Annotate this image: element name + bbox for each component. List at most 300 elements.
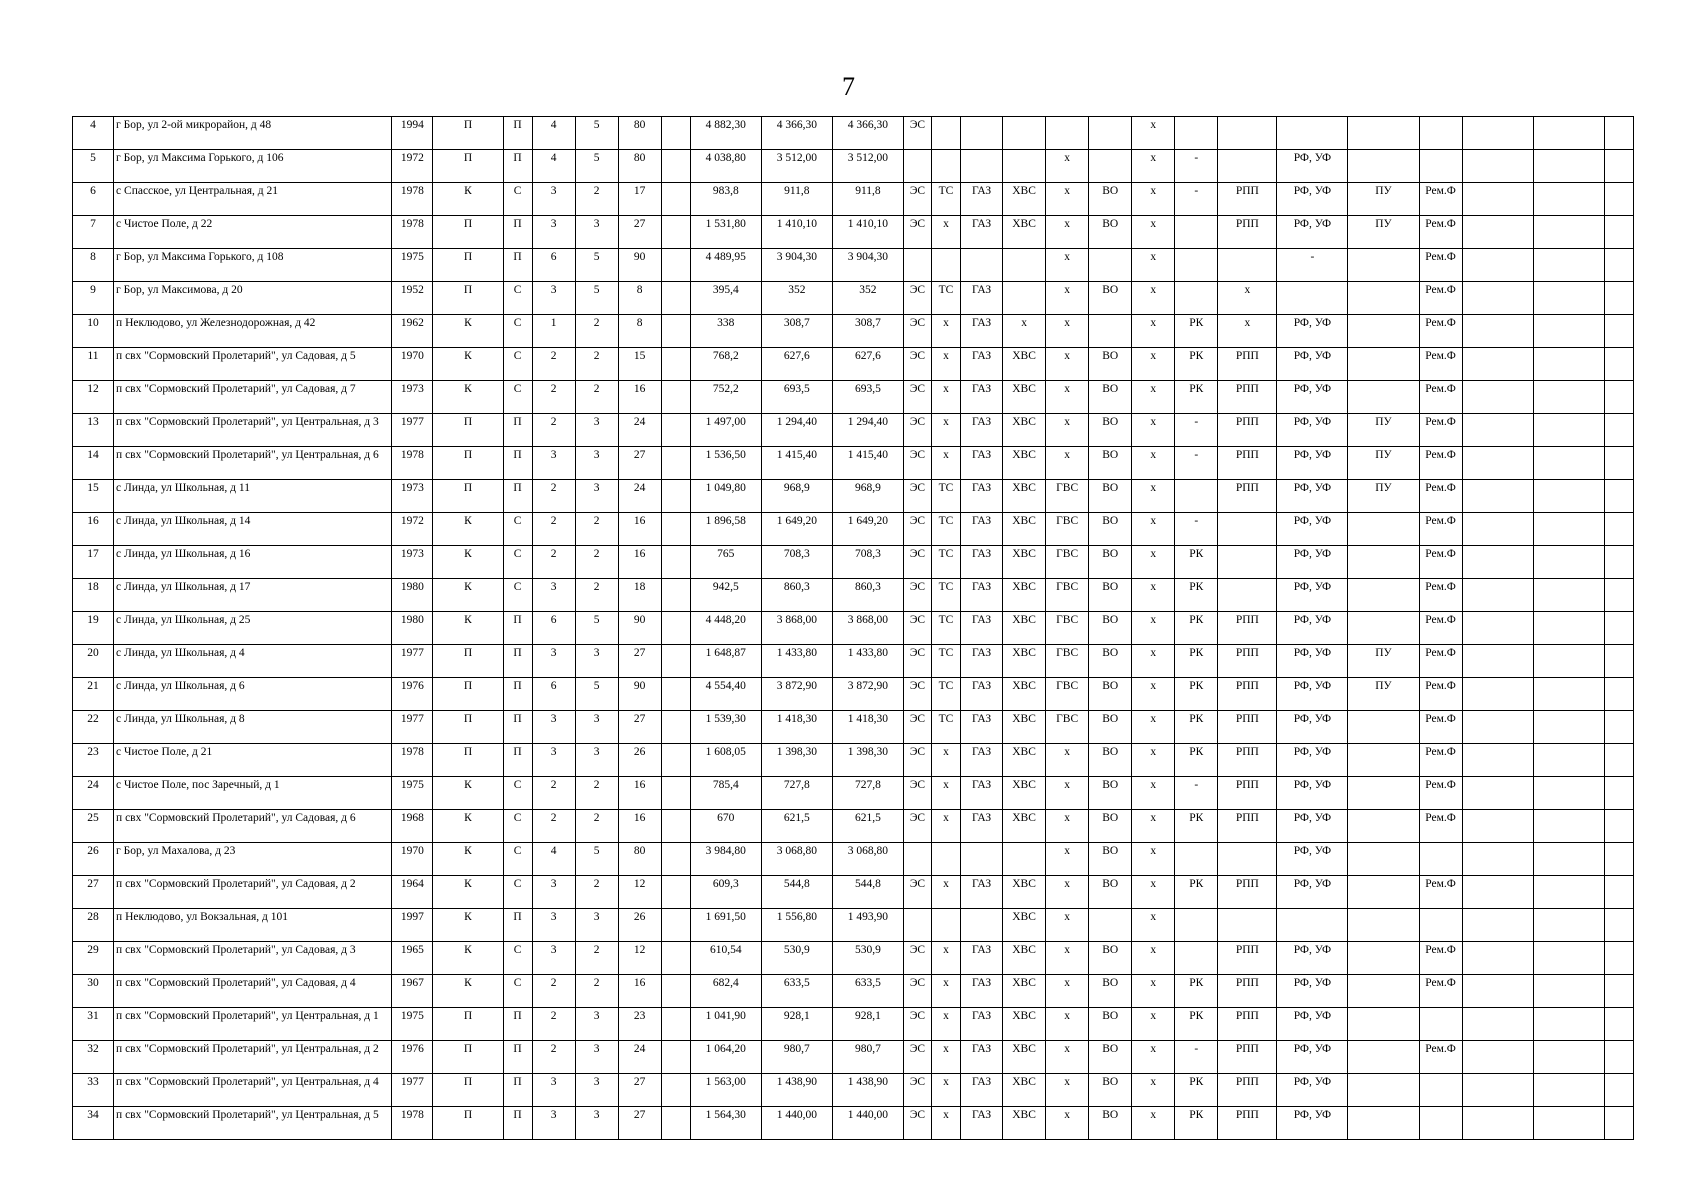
table-cell: х [1132, 216, 1175, 249]
table-cell [661, 975, 690, 1008]
address-cell: п свх "Сормовский Пролетарий", ул Садовая, д 7 [114, 381, 392, 414]
table-cell: 2 [575, 546, 618, 579]
table-cell: 3 904,30 [761, 249, 832, 282]
table-cell: х [1046, 744, 1089, 777]
table-cell: П [433, 414, 503, 447]
table-cell: х [1046, 1074, 1089, 1107]
table-cell: 1964 [392, 876, 433, 909]
table-cell: - [1175, 447, 1218, 480]
table-cell [1604, 942, 1633, 975]
table-cell: ЭС [903, 876, 931, 909]
table-cell: 1975 [392, 777, 433, 810]
table-cell: ХВС [1003, 678, 1046, 711]
table-cell [1604, 876, 1633, 909]
table-cell: 1 438,90 [761, 1074, 832, 1107]
table-cell [1604, 612, 1633, 645]
table-cell: х [931, 216, 960, 249]
table-cell: 3 [575, 480, 618, 513]
table-cell: х [931, 414, 960, 447]
table-cell: РПП [1218, 447, 1277, 480]
table-cell: П [503, 678, 532, 711]
table-cell: 27 [618, 645, 661, 678]
table-cell [1604, 744, 1633, 777]
table-cell: 1 433,80 [832, 645, 903, 678]
table-cell: П [503, 1041, 532, 1074]
table-cell [1533, 216, 1604, 249]
table-cell: К [433, 546, 503, 579]
table-cell: 1980 [392, 579, 433, 612]
table-cell [1604, 183, 1633, 216]
table-cell: С [503, 777, 532, 810]
table-cell: РК [1175, 810, 1218, 843]
table-cell [1348, 975, 1419, 1008]
table-cell: РФ, УФ [1277, 678, 1348, 711]
table-row [73, 249, 1634, 282]
table-cell: 1 649,20 [761, 513, 832, 546]
table-cell: 3 [532, 711, 575, 744]
table-cell: ЭС [903, 1107, 931, 1140]
table-cell [661, 645, 690, 678]
table-cell: РФ, УФ [1277, 447, 1348, 480]
table-cell: РПП [1218, 810, 1277, 843]
address-cell: г Бор, ул 2-ой микрорайон, д 48 [114, 117, 392, 150]
table-cell [1462, 249, 1533, 282]
table-cell: ЭС [903, 942, 931, 975]
table-row [73, 216, 1634, 249]
table-cell: х [1218, 282, 1277, 315]
table-cell: 2 [532, 975, 575, 1008]
table-cell: 627,6 [832, 348, 903, 381]
table-cell: 1973 [392, 480, 433, 513]
table-cell: 352 [832, 282, 903, 315]
address-cell: с Спасское, ул Центральная, д 21 [114, 183, 392, 216]
table-cell: 1 294,40 [761, 414, 832, 447]
address-cell: с Линда, ул Школьная, д 14 [114, 513, 392, 546]
table-cell [661, 183, 690, 216]
table-cell: ВО [1089, 777, 1132, 810]
table-cell: 5 [575, 117, 618, 150]
table-cell [661, 414, 690, 447]
table-cell: х [1132, 876, 1175, 909]
table-cell: РФ, УФ [1277, 579, 1348, 612]
table-cell: ЭС [903, 711, 931, 744]
table-cell: 1 410,10 [832, 216, 903, 249]
table-cell [931, 249, 960, 282]
table-cell [1533, 678, 1604, 711]
table-cell [1277, 117, 1348, 150]
table-cell: ЭС [903, 810, 931, 843]
table-cell: х [1132, 249, 1175, 282]
table-row [73, 447, 1634, 480]
table-cell: х [931, 447, 960, 480]
table-cell [1462, 513, 1533, 546]
table-cell: 3 [532, 876, 575, 909]
table-cell [1348, 909, 1419, 942]
table-cell: 80 [618, 150, 661, 183]
table-cell [661, 1074, 690, 1107]
table-cell [1462, 909, 1533, 942]
table-cell: ВО [1089, 843, 1132, 876]
table-cell [1175, 117, 1218, 150]
table-cell [1462, 117, 1533, 150]
table-cell: 27 [618, 216, 661, 249]
table-cell: 31 [73, 1008, 114, 1041]
table-cell: 1970 [392, 843, 433, 876]
table-cell: х [1046, 414, 1089, 447]
table-cell: х [1132, 480, 1175, 513]
table-cell: х [1132, 777, 1175, 810]
table-cell: 27 [618, 711, 661, 744]
table-cell: ВО [1089, 711, 1132, 744]
table-cell: х [1132, 414, 1175, 447]
table-row [73, 942, 1634, 975]
table-cell: 621,5 [832, 810, 903, 843]
table-cell: К [433, 810, 503, 843]
table-cell: 1977 [392, 1074, 433, 1107]
table-cell: ХВС [1003, 810, 1046, 843]
table-cell [1089, 249, 1132, 282]
table-cell: 980,7 [832, 1041, 903, 1074]
table-cell: 3 512,00 [761, 150, 832, 183]
table-cell: РПП [1218, 183, 1277, 216]
table-cell: 2 [532, 348, 575, 381]
table-cell: 2 [532, 381, 575, 414]
table-cell [1533, 150, 1604, 183]
table-cell: ХВС [1003, 1107, 1046, 1140]
table-row [73, 678, 1634, 711]
table-cell: х [1046, 381, 1089, 414]
table-cell: х [1132, 348, 1175, 381]
table-cell: 80 [618, 117, 661, 150]
table-cell: 17 [73, 546, 114, 579]
table-cell: ХВС [1003, 183, 1046, 216]
table-cell: х [931, 315, 960, 348]
table-cell: К [433, 876, 503, 909]
table-cell: х [1132, 645, 1175, 678]
table-cell [1533, 414, 1604, 447]
table-cell: 16 [618, 975, 661, 1008]
table-cell: ХВС [1003, 645, 1046, 678]
table-cell [1348, 843, 1419, 876]
table-cell: 1 [532, 315, 575, 348]
table-cell: П [503, 249, 532, 282]
table-cell [661, 348, 690, 381]
address-cell: с Чистое Поле, пос Заречный, д 1 [114, 777, 392, 810]
table-cell [1175, 909, 1218, 942]
table-cell: х [1046, 282, 1089, 315]
table-cell [1003, 117, 1046, 150]
table-cell: 1994 [392, 117, 433, 150]
table-cell [1533, 1074, 1604, 1107]
table-cell: ЭС [903, 348, 931, 381]
table-cell: 3 [575, 645, 618, 678]
table-cell: П [503, 216, 532, 249]
table-cell: 544,8 [761, 876, 832, 909]
table-cell: 1 531,80 [690, 216, 761, 249]
table-cell: 3 [532, 1074, 575, 1107]
table-cell: ВО [1089, 612, 1132, 645]
table-row [73, 909, 1634, 942]
table-cell: РФ, УФ [1277, 810, 1348, 843]
table-cell: 16 [618, 777, 661, 810]
address-cell: п Неклюдово, ул Вокзальная, д 101 [114, 909, 392, 942]
table-cell: ГАЗ [961, 1041, 1003, 1074]
table-cell [661, 513, 690, 546]
table-cell: 1 648,87 [690, 645, 761, 678]
table-cell [661, 678, 690, 711]
table-cell: 3 [575, 1107, 618, 1140]
table-cell: П [503, 480, 532, 513]
table-cell: 4 [532, 843, 575, 876]
table-cell [1348, 546, 1419, 579]
table-cell [1089, 315, 1132, 348]
table-cell: - [1175, 1041, 1218, 1074]
table-cell: П [433, 282, 503, 315]
table-cell: 3 904,30 [832, 249, 903, 282]
table-cell [1604, 810, 1633, 843]
table-cell [1533, 117, 1604, 150]
table-cell: РПП [1218, 1074, 1277, 1107]
table-cell: 12 [73, 381, 114, 414]
table-cell: х [1132, 183, 1175, 216]
table-cell: 983,8 [690, 183, 761, 216]
table-cell: ХВС [1003, 414, 1046, 447]
table-cell: 2 [575, 315, 618, 348]
table-cell: х [1132, 381, 1175, 414]
table-cell: ХВС [1003, 876, 1046, 909]
table-cell: ТС [931, 645, 960, 678]
address-cell: с Чистое Поле, д 22 [114, 216, 392, 249]
table-cell [1218, 546, 1277, 579]
table-cell: ХВС [1003, 942, 1046, 975]
table-cell [961, 117, 1003, 150]
table-cell: 2 [575, 513, 618, 546]
table-cell: 1973 [392, 381, 433, 414]
table-cell: 1 433,80 [761, 645, 832, 678]
table-cell [1462, 876, 1533, 909]
table-cell: Рем.Ф [1419, 513, 1462, 546]
table-cell: 1962 [392, 315, 433, 348]
table-cell: 3 [575, 744, 618, 777]
table-cell: ВО [1089, 381, 1132, 414]
table-cell [1604, 579, 1633, 612]
address-cell: п свх "Сормовский Пролетарий", ул Центральная, д 5 [114, 1107, 392, 1140]
table-cell: ЭС [903, 216, 931, 249]
table-cell: ГАЗ [961, 810, 1003, 843]
table-cell: К [433, 579, 503, 612]
address-cell: п свх "Сормовский Пролетарий", ул Центральная, д 2 [114, 1041, 392, 1074]
table-cell: РПП [1218, 414, 1277, 447]
table-cell: П [503, 909, 532, 942]
table-cell: х [1046, 810, 1089, 843]
table-cell [1604, 1107, 1633, 1140]
table-cell: Рем.Ф [1419, 282, 1462, 315]
table-cell: ГВС [1046, 480, 1089, 513]
table-cell: х [1046, 1107, 1089, 1140]
table-cell: ПУ [1348, 447, 1419, 480]
table-cell [1003, 150, 1046, 183]
table-cell [661, 249, 690, 282]
table-cell: 1 410,10 [761, 216, 832, 249]
table-cell: П [503, 447, 532, 480]
table-cell: РФ, УФ [1277, 414, 1348, 447]
table-cell: х [1132, 744, 1175, 777]
table-row [73, 315, 1634, 348]
table-cell: ВО [1089, 975, 1132, 1008]
table-cell [1175, 480, 1218, 513]
table-cell: 29 [73, 942, 114, 975]
table-cell: РФ, УФ [1277, 348, 1348, 381]
table-cell [1533, 810, 1604, 843]
table-cell: 8 [618, 282, 661, 315]
housing-registry-table [72, 116, 1634, 1140]
table-cell: 5 [575, 843, 618, 876]
table-cell [1462, 282, 1533, 315]
table-cell: ВО [1089, 480, 1132, 513]
table-cell: 708,3 [761, 546, 832, 579]
table-cell: х [931, 348, 960, 381]
table-cell: РФ, УФ [1277, 1041, 1348, 1074]
table-cell: 11 [73, 348, 114, 381]
table-row [73, 744, 1634, 777]
table-cell [661, 150, 690, 183]
table-cell: К [433, 777, 503, 810]
table-cell [1533, 282, 1604, 315]
table-cell [1175, 942, 1218, 975]
table-cell: ВО [1089, 183, 1132, 216]
table-cell [1533, 711, 1604, 744]
table-cell [661, 282, 690, 315]
table-cell: П [503, 744, 532, 777]
address-cell: с Линда, ул Школьная, д 8 [114, 711, 392, 744]
table-cell: 80 [618, 843, 661, 876]
table-cell: 26 [618, 744, 661, 777]
table-cell [1604, 678, 1633, 711]
table-cell: 2 [532, 480, 575, 513]
table-cell [1462, 612, 1533, 645]
table-cell [1533, 579, 1604, 612]
table-cell [1604, 315, 1633, 348]
table-cell [1348, 513, 1419, 546]
table-cell: ВО [1089, 447, 1132, 480]
table-cell [1277, 909, 1348, 942]
table-cell: ВО [1089, 645, 1132, 678]
table-cell: 682,4 [690, 975, 761, 1008]
table-cell [1533, 315, 1604, 348]
table-cell: х [1046, 447, 1089, 480]
table-cell: 3 868,00 [832, 612, 903, 645]
table-cell [1046, 117, 1089, 150]
table-cell: С [503, 513, 532, 546]
table-cell [1089, 117, 1132, 150]
table-cell [1348, 711, 1419, 744]
table-cell: 12 [618, 876, 661, 909]
table-cell: 1 536,50 [690, 447, 761, 480]
table-cell: ГАЗ [961, 744, 1003, 777]
table-cell: х [1046, 843, 1089, 876]
table-cell: ВО [1089, 414, 1132, 447]
table-cell: х [931, 1041, 960, 1074]
table-cell [1348, 381, 1419, 414]
table-cell: Рем.Ф [1419, 315, 1462, 348]
table-cell [1089, 909, 1132, 942]
table-cell: ГАЗ [961, 315, 1003, 348]
table-cell: 2 [532, 546, 575, 579]
table-cell [1533, 1008, 1604, 1041]
table-cell: 3 [532, 579, 575, 612]
table-cell: х [1132, 117, 1175, 150]
table-cell: РК [1175, 711, 1218, 744]
table-cell [1348, 1008, 1419, 1041]
table-cell: РФ, УФ [1277, 843, 1348, 876]
table-cell: Рем.Ф [1419, 414, 1462, 447]
table-cell: ВО [1089, 1107, 1132, 1140]
table-cell [1533, 513, 1604, 546]
table-cell: ХВС [1003, 480, 1046, 513]
table-cell: 34 [73, 1107, 114, 1140]
table-cell: 768,2 [690, 348, 761, 381]
table-cell: С [503, 546, 532, 579]
table-cell: 90 [618, 612, 661, 645]
table-cell [1533, 612, 1604, 645]
table-cell: х [1132, 678, 1175, 711]
table-cell: х [1132, 975, 1175, 1008]
table-cell: 14 [73, 447, 114, 480]
table-cell [1348, 777, 1419, 810]
table-cell [1604, 711, 1633, 744]
table-cell: РПП [1218, 1008, 1277, 1041]
table-cell: 27 [618, 1074, 661, 1107]
table-cell: 693,5 [832, 381, 903, 414]
table-cell [1604, 1041, 1633, 1074]
table-cell: 3 068,80 [761, 843, 832, 876]
table-cell: 30 [73, 975, 114, 1008]
table-cell [661, 810, 690, 843]
table-cell: 5 [575, 612, 618, 645]
table-cell: 1980 [392, 612, 433, 645]
table-cell [1348, 249, 1419, 282]
table-cell: 2 [532, 1008, 575, 1041]
table-cell [1419, 1008, 1462, 1041]
table-cell: - [1175, 183, 1218, 216]
table-cell: 3 [575, 1008, 618, 1041]
table-cell: 1977 [392, 645, 433, 678]
table-cell [1419, 150, 1462, 183]
table-cell: К [433, 909, 503, 942]
table-cell: ВО [1089, 678, 1132, 711]
table-cell: 633,5 [761, 975, 832, 1008]
table-cell [1462, 348, 1533, 381]
address-cell: с Чистое Поле, д 21 [114, 744, 392, 777]
table-cell: 32 [73, 1041, 114, 1074]
table-cell: П [503, 1074, 532, 1107]
table-cell: П [433, 711, 503, 744]
table-cell: х [931, 744, 960, 777]
table-cell: П [503, 1107, 532, 1140]
table-cell: 1978 [392, 447, 433, 480]
table-cell: 1 294,40 [832, 414, 903, 447]
table-cell: 1 418,30 [761, 711, 832, 744]
table-cell: ГАЗ [961, 777, 1003, 810]
table-cell [1419, 909, 1462, 942]
table-cell: 24 [73, 777, 114, 810]
table-cell [1348, 876, 1419, 909]
table-cell: К [433, 843, 503, 876]
table-cell [1175, 843, 1218, 876]
table-cell: 3 872,90 [832, 678, 903, 711]
table-cell: Рем.Ф [1419, 645, 1462, 678]
table-cell: ЭС [903, 480, 931, 513]
